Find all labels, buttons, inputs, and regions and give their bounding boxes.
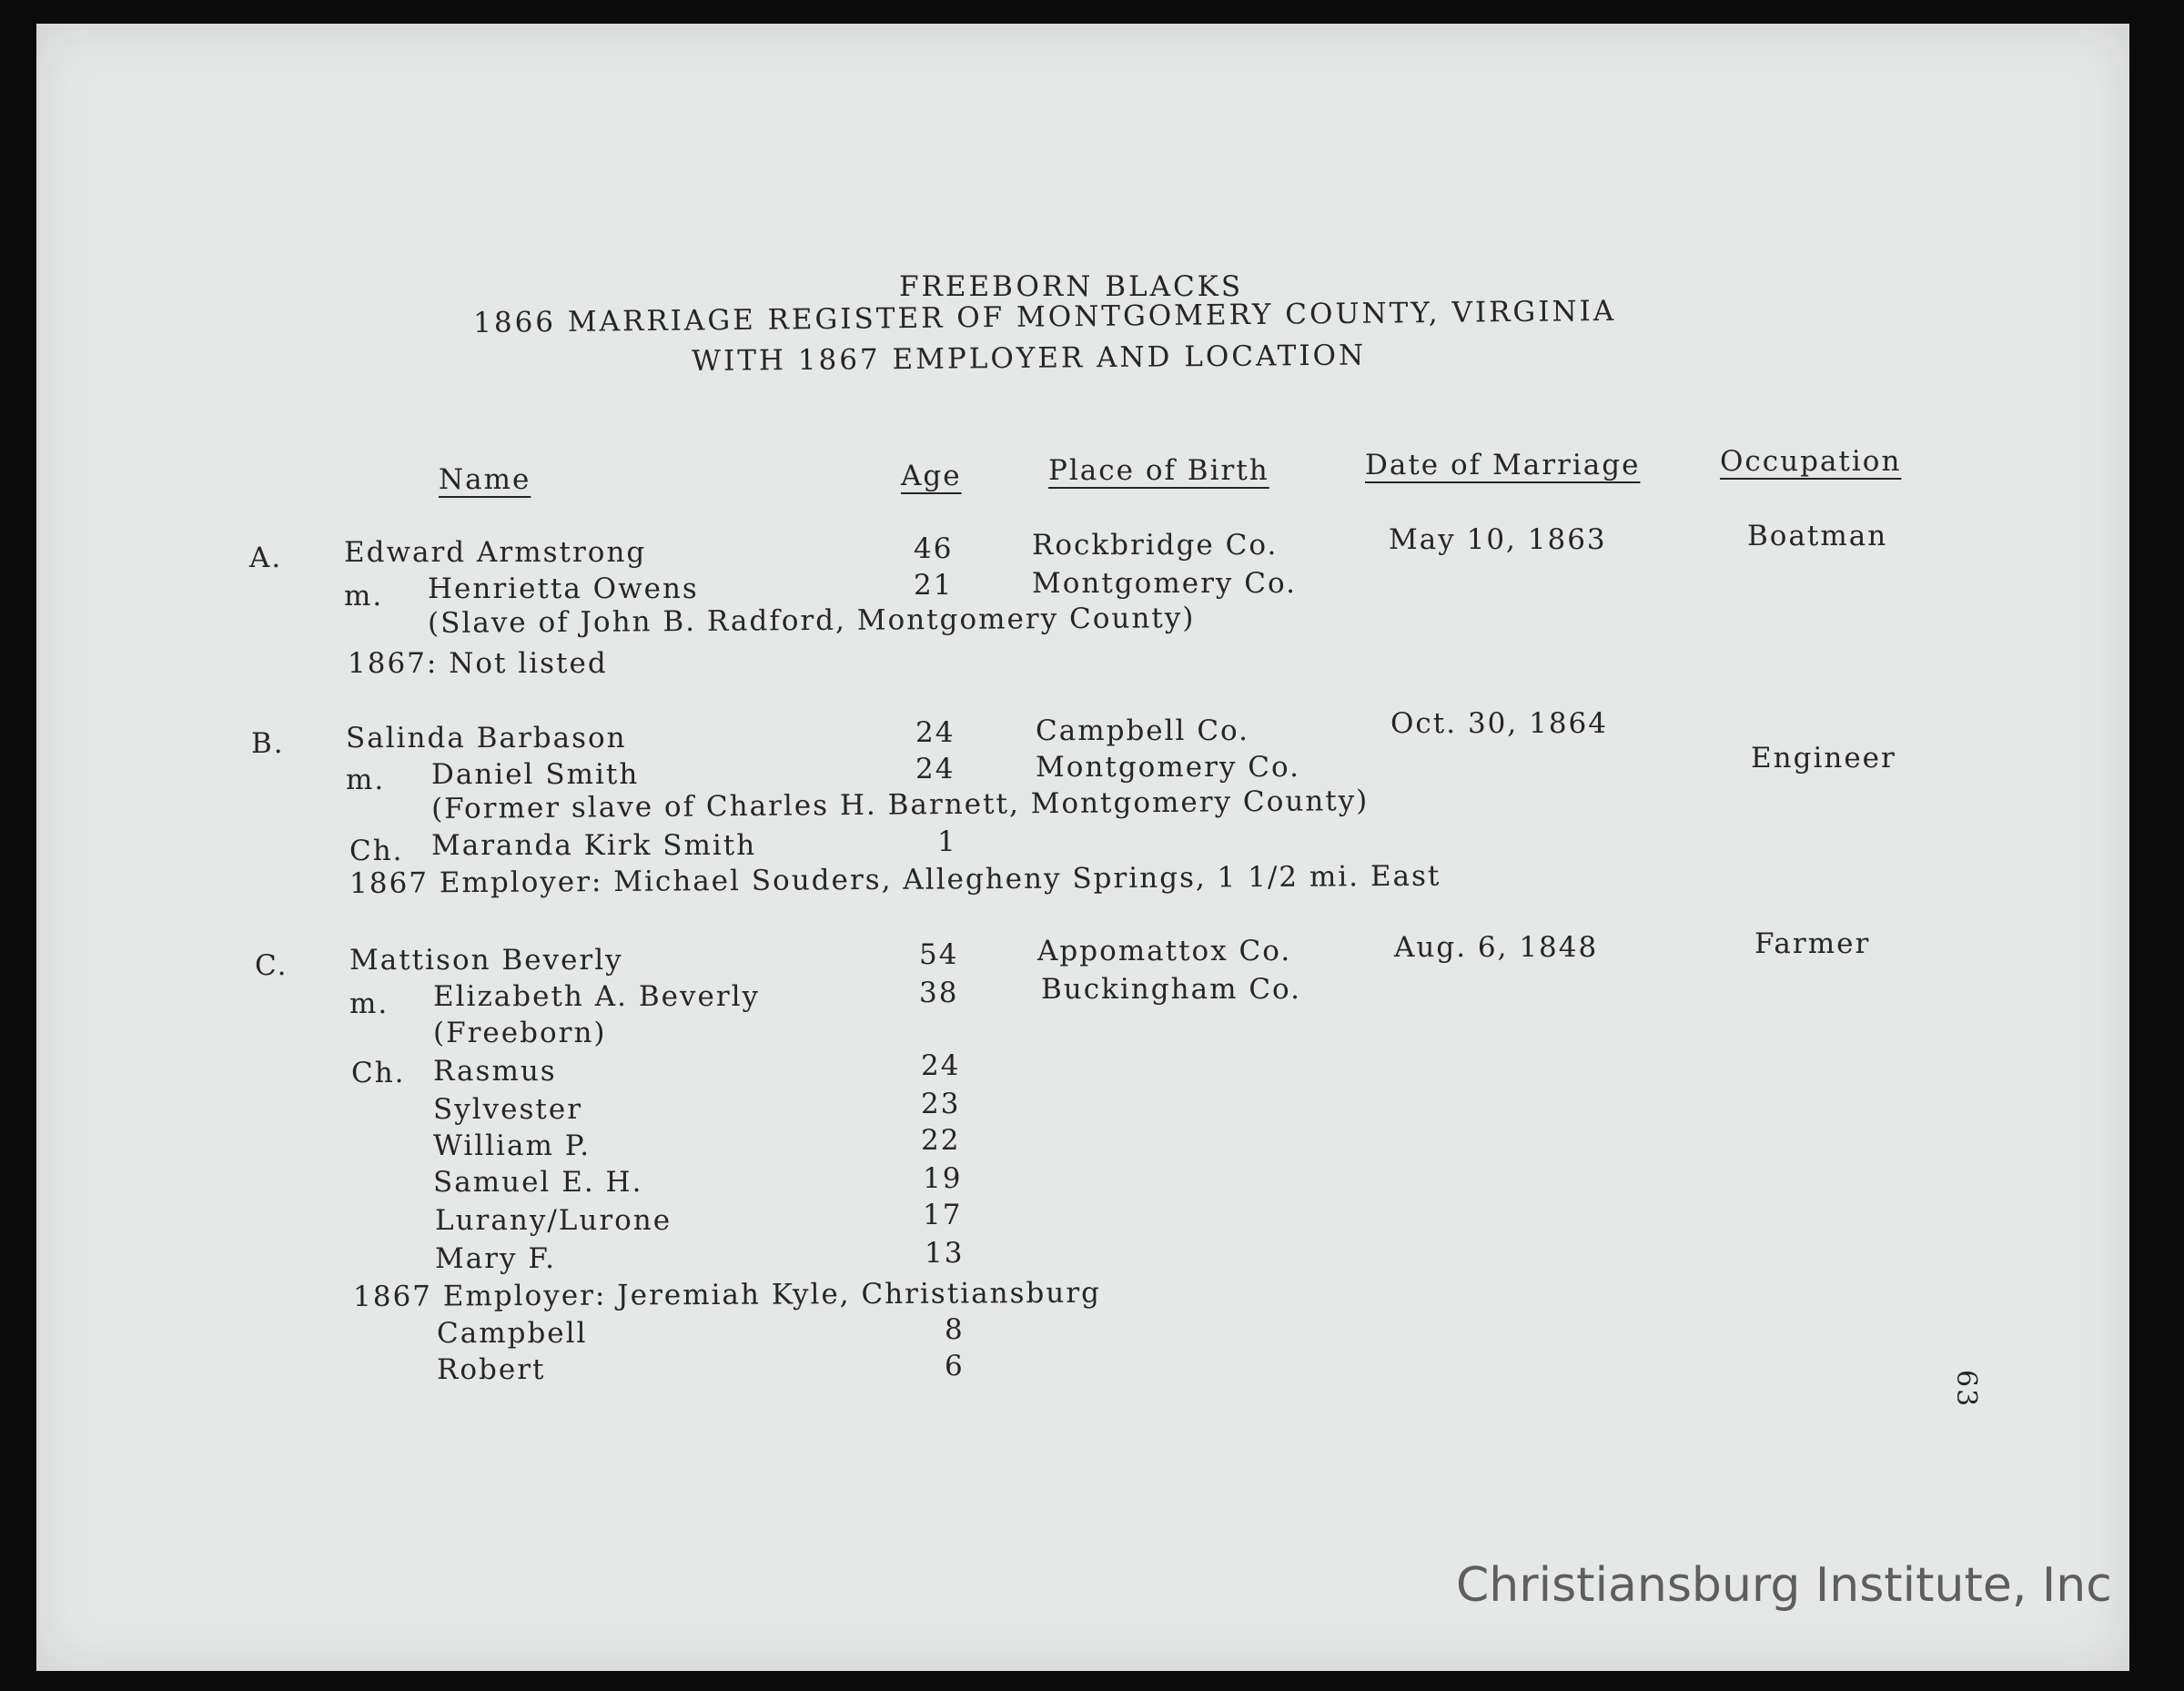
- occupation: Engineer: [1751, 742, 1896, 775]
- child-age: 17: [923, 1199, 963, 1231]
- child-age: 8: [945, 1313, 965, 1346]
- column-header-date-of-marriage: Date of Marriage: [1365, 449, 1641, 481]
- spouse-name: Henrietta Owens: [428, 572, 699, 605]
- child-name: Lurany/Lurone: [435, 1204, 672, 1237]
- child-name: Rasmus: [433, 1055, 557, 1088]
- spouse-age: 38: [919, 977, 959, 1009]
- children-prefix: Ch.: [351, 1057, 406, 1089]
- watermark: Christiansburg Institute, Inc: [1456, 1558, 2112, 1613]
- spouse-name: Elizabeth A. Beverly: [433, 980, 761, 1013]
- entry-letter: A.: [249, 542, 283, 574]
- head-birthplace: Rockbridge Co.: [1032, 529, 1279, 562]
- child-name: Campbell: [437, 1317, 588, 1350]
- child-age: 24: [921, 1049, 961, 1082]
- head-age: 54: [919, 938, 959, 971]
- spouse-birthplace: Montgomery Co.: [1032, 567, 1297, 600]
- column-header-occupation: Occupation: [1720, 445, 1902, 478]
- entry-note: (Former slave of Charles H. Barnett, Montgomery County): [430, 785, 1370, 825]
- head-birthplace: Appomattox Co.: [1037, 935, 1292, 967]
- entry-letter: B.: [251, 727, 285, 760]
- marriage-date: Oct. 30, 1864: [1390, 707, 1608, 740]
- title-line-2: 1866 MARRIAGE REGISTER OF MONTGOMERY COUNTY, VIRGINIA: [472, 294, 1617, 339]
- employer-line: 1867 Employer: Jeremiah Kyle, Christiansburg: [352, 1276, 1102, 1313]
- employer-line: 1867 Employer: Michael Souders, Allegheny Springs, 1 1/2 mi. East: [349, 859, 1441, 900]
- child-name: William P.: [433, 1129, 592, 1162]
- child-age: 1: [937, 825, 957, 858]
- occupation: Boatman: [1747, 520, 1888, 552]
- head-name: Edward Armstrong: [344, 536, 647, 569]
- employer-line: 1867: Not listed: [348, 647, 608, 680]
- children-prefix: Ch.: [349, 835, 404, 867]
- spouse-birthplace: Buckingham Co.: [1041, 973, 1302, 1006]
- child-age: 23: [921, 1088, 961, 1120]
- entry-note: (Freeborn): [433, 1017, 607, 1049]
- head-age: 46: [914, 532, 954, 565]
- entry-note: (Slave of John B. Radford, Montgomery County): [427, 602, 1196, 640]
- child-name: Maranda Kirk Smith: [431, 829, 757, 862]
- head-name: Salinda Barbason: [346, 722, 627, 754]
- head-age: 24: [915, 716, 956, 749]
- occupation: Farmer: [1754, 927, 1871, 960]
- child-name: Mary F.: [435, 1242, 556, 1275]
- spouse-prefix: m.: [349, 987, 389, 1020]
- head-name: Mattison Beverly: [349, 944, 623, 977]
- spouse-age: 24: [915, 753, 956, 785]
- child-age: 6: [945, 1350, 965, 1382]
- spouse-name: Daniel Smith: [431, 758, 640, 791]
- child-name: Sylvester: [433, 1093, 583, 1126]
- spouse-prefix: m.: [344, 580, 384, 613]
- column-header-name: Name: [439, 463, 531, 496]
- entry-letter: C.: [255, 949, 288, 982]
- child-age: 22: [921, 1124, 961, 1157]
- child-name: Samuel E. H.: [433, 1166, 643, 1199]
- marriage-date: May 10, 1863: [1389, 523, 1607, 556]
- child-age: 19: [923, 1162, 963, 1195]
- child-name: Robert: [437, 1353, 546, 1386]
- head-birthplace: Campbell Co.: [1036, 714, 1250, 747]
- marriage-date: Aug. 6, 1848: [1394, 931, 1599, 964]
- page-number: 63: [1950, 1370, 1982, 1409]
- spouse-birthplace: Montgomery Co.: [1036, 751, 1300, 784]
- child-age: 13: [925, 1237, 965, 1270]
- title-line-1: FREEBORN BLACKS: [899, 270, 1244, 303]
- spouse-age: 21: [914, 569, 954, 602]
- title-line-3: WITH 1867 EMPLOYER AND LOCATION: [691, 339, 1367, 378]
- column-header-age: Age: [901, 460, 962, 492]
- column-header-place-of-birth: Place of Birth: [1048, 454, 1269, 487]
- spouse-prefix: m.: [346, 764, 386, 796]
